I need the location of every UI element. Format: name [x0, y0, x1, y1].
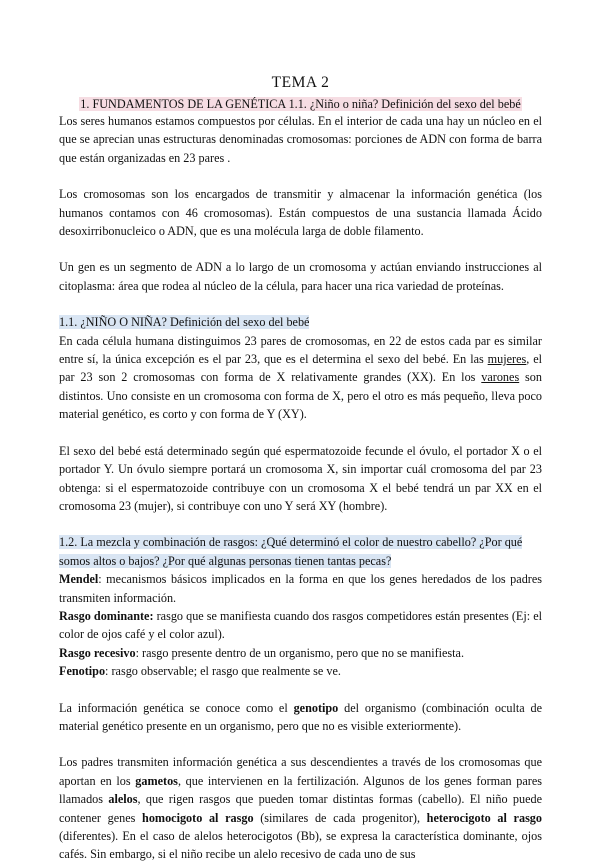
definition-text: : rasgo observable; el rasgo que realmente se ve.	[105, 664, 341, 679]
definition-dominant	[59, 607, 542, 644]
heading-sex-definition-text: 1.1. ¿NIÑO O NIÑA? Definición del sexo del bebé	[59, 315, 310, 330]
definition-phenotype	[59, 662, 542, 680]
heading-sex-definition	[59, 313, 542, 331]
paragraph-chromosomes: Los cromosomas son los encargados de transmitir y almacenar la información genética (los humanos contamos con 46 cromosomas). Están compuestos de una sustancia llamada Ácido desoxirribonucleico o ADN, que es una molécula larga de doble filamento.	[59, 187, 542, 239]
text-run: , que intervienen en la fertilización. Algunos de los genes forman pares llamados	[59, 773, 542, 807]
underlined-word: varones	[481, 370, 520, 385]
paragraph-pairs	[59, 332, 542, 424]
text-run: (similares de cada progenitor),	[253, 810, 427, 825]
definition-term: Mendel	[59, 572, 99, 587]
text-run: son distintos. Uno consiste en un cromosoma con forma de X, pero el otro es más pequeño, lleva poco material genético, es corto y con forma de Y (XY).	[59, 370, 542, 422]
text-run: del organismo (combinación oculta de material genético presente en un organismo, pero que no es visible exteriormente).	[59, 700, 542, 733]
text-run: Los padres transmiten información genética a sus descendientes a través de los cromosomas que aportan en los	[59, 755, 542, 788]
bold-term: gametos	[135, 773, 178, 788]
section-subtitle	[59, 96, 542, 112]
text-run: , el par 23 son 2 cromosomas con forma de X relativamente grandes (XX). En los	[59, 352, 542, 385]
definition-text: rasgo que se manifiesta cuando dos rasgos competidores están presentes (Ej: el color de ojos café y el color azul).	[59, 608, 542, 642]
text-run: , que rigen rasgos que pueden tomar distintas formas (cabello). El niño puede contener genes	[59, 792, 542, 825]
underlined-word: mujeres	[487, 352, 527, 367]
page-title: TEMA 2	[271, 74, 330, 91]
bold-term: alelos	[108, 792, 138, 807]
bold-term: homocigoto al rasgo	[142, 810, 254, 825]
definition-text: : mecanismos básicos implicados en la forma en que los genes heredados de los padres transmiten información.	[59, 572, 542, 605]
text-run: La información genética se conoce como el	[59, 700, 294, 715]
paragraph-genotype	[59, 699, 542, 736]
paragraph-sex-determination: El sexo del bebé está determinado según qué espermatozoide fecunde el óvulo, el portador X o el portador Y. Un óvulo siempre portará un cromosoma X, sin importar cuál cromosoma del par 23 obtenga: si el espermatozoide contribuye con un cromosoma X el bebé tendrá un par XX en el cromosoma 23 (mujer), si contribuye con uno Y será XY (hombre).	[59, 443, 542, 513]
definition-recessive	[59, 644, 542, 662]
text-run: En cada célula humana distinguimos 23 pares de cromosomas, en 22 de estos cada par es similar entre sí, la única excepción es el par 23, que es el determina el sexo del bebé. En las	[59, 333, 542, 367]
definition-term: Fenotipo	[59, 664, 106, 679]
paragraph-cells: Los seres humanos estamos compuestos por células. En el interior de cada una hay un núcleo en el que se aprecian unas estructuras denominadas cromosomas: porciones de ADN con forma de barra que están organizadas en 23 pares .	[59, 114, 542, 165]
paragraph-gene: Un gen es un segmento de ADN a lo largo de un cromosoma y actúan enviando instrucciones al citoplasma: área que rodea al núcleo de la célula, para hacer una rica variedad de proteínas.	[59, 260, 542, 293]
heading-traits	[59, 533, 542, 570]
definition-text: : rasgo presente dentro de un organismo, pero que no se manifiesta.	[135, 645, 465, 660]
definition-term: Rasgo dominante:	[59, 608, 154, 623]
subtitle-text: 1. FUNDAMENTOS DE LA GENÉTICA 1.1. ¿Niño o niña? Definición del sexo del bebé	[80, 97, 521, 111]
text-run: (diferentes). En el caso de alelos heterocigotos (Bb), se expresa la característica dominante, ojos cafés. Sin embargo, si el niño recibe un alelo recesivo de cada uno de sus	[59, 829, 542, 862]
definition-term: Rasgo recesivo	[59, 645, 136, 660]
bold-term: heterocigoto al rasgo	[426, 810, 542, 825]
paragraph-alleles	[59, 753, 542, 863]
heading-traits-text: 1.2. La mezcla y combinación de rasgos: ¿Qué determinó el color de nuestro cabello? ¿Por qué somos altos o bajos? ¿Por qué algunas personas tienen tantas pecas?	[59, 535, 523, 568]
bold-term: genotipo	[293, 700, 339, 715]
definition-mendel	[59, 570, 542, 607]
